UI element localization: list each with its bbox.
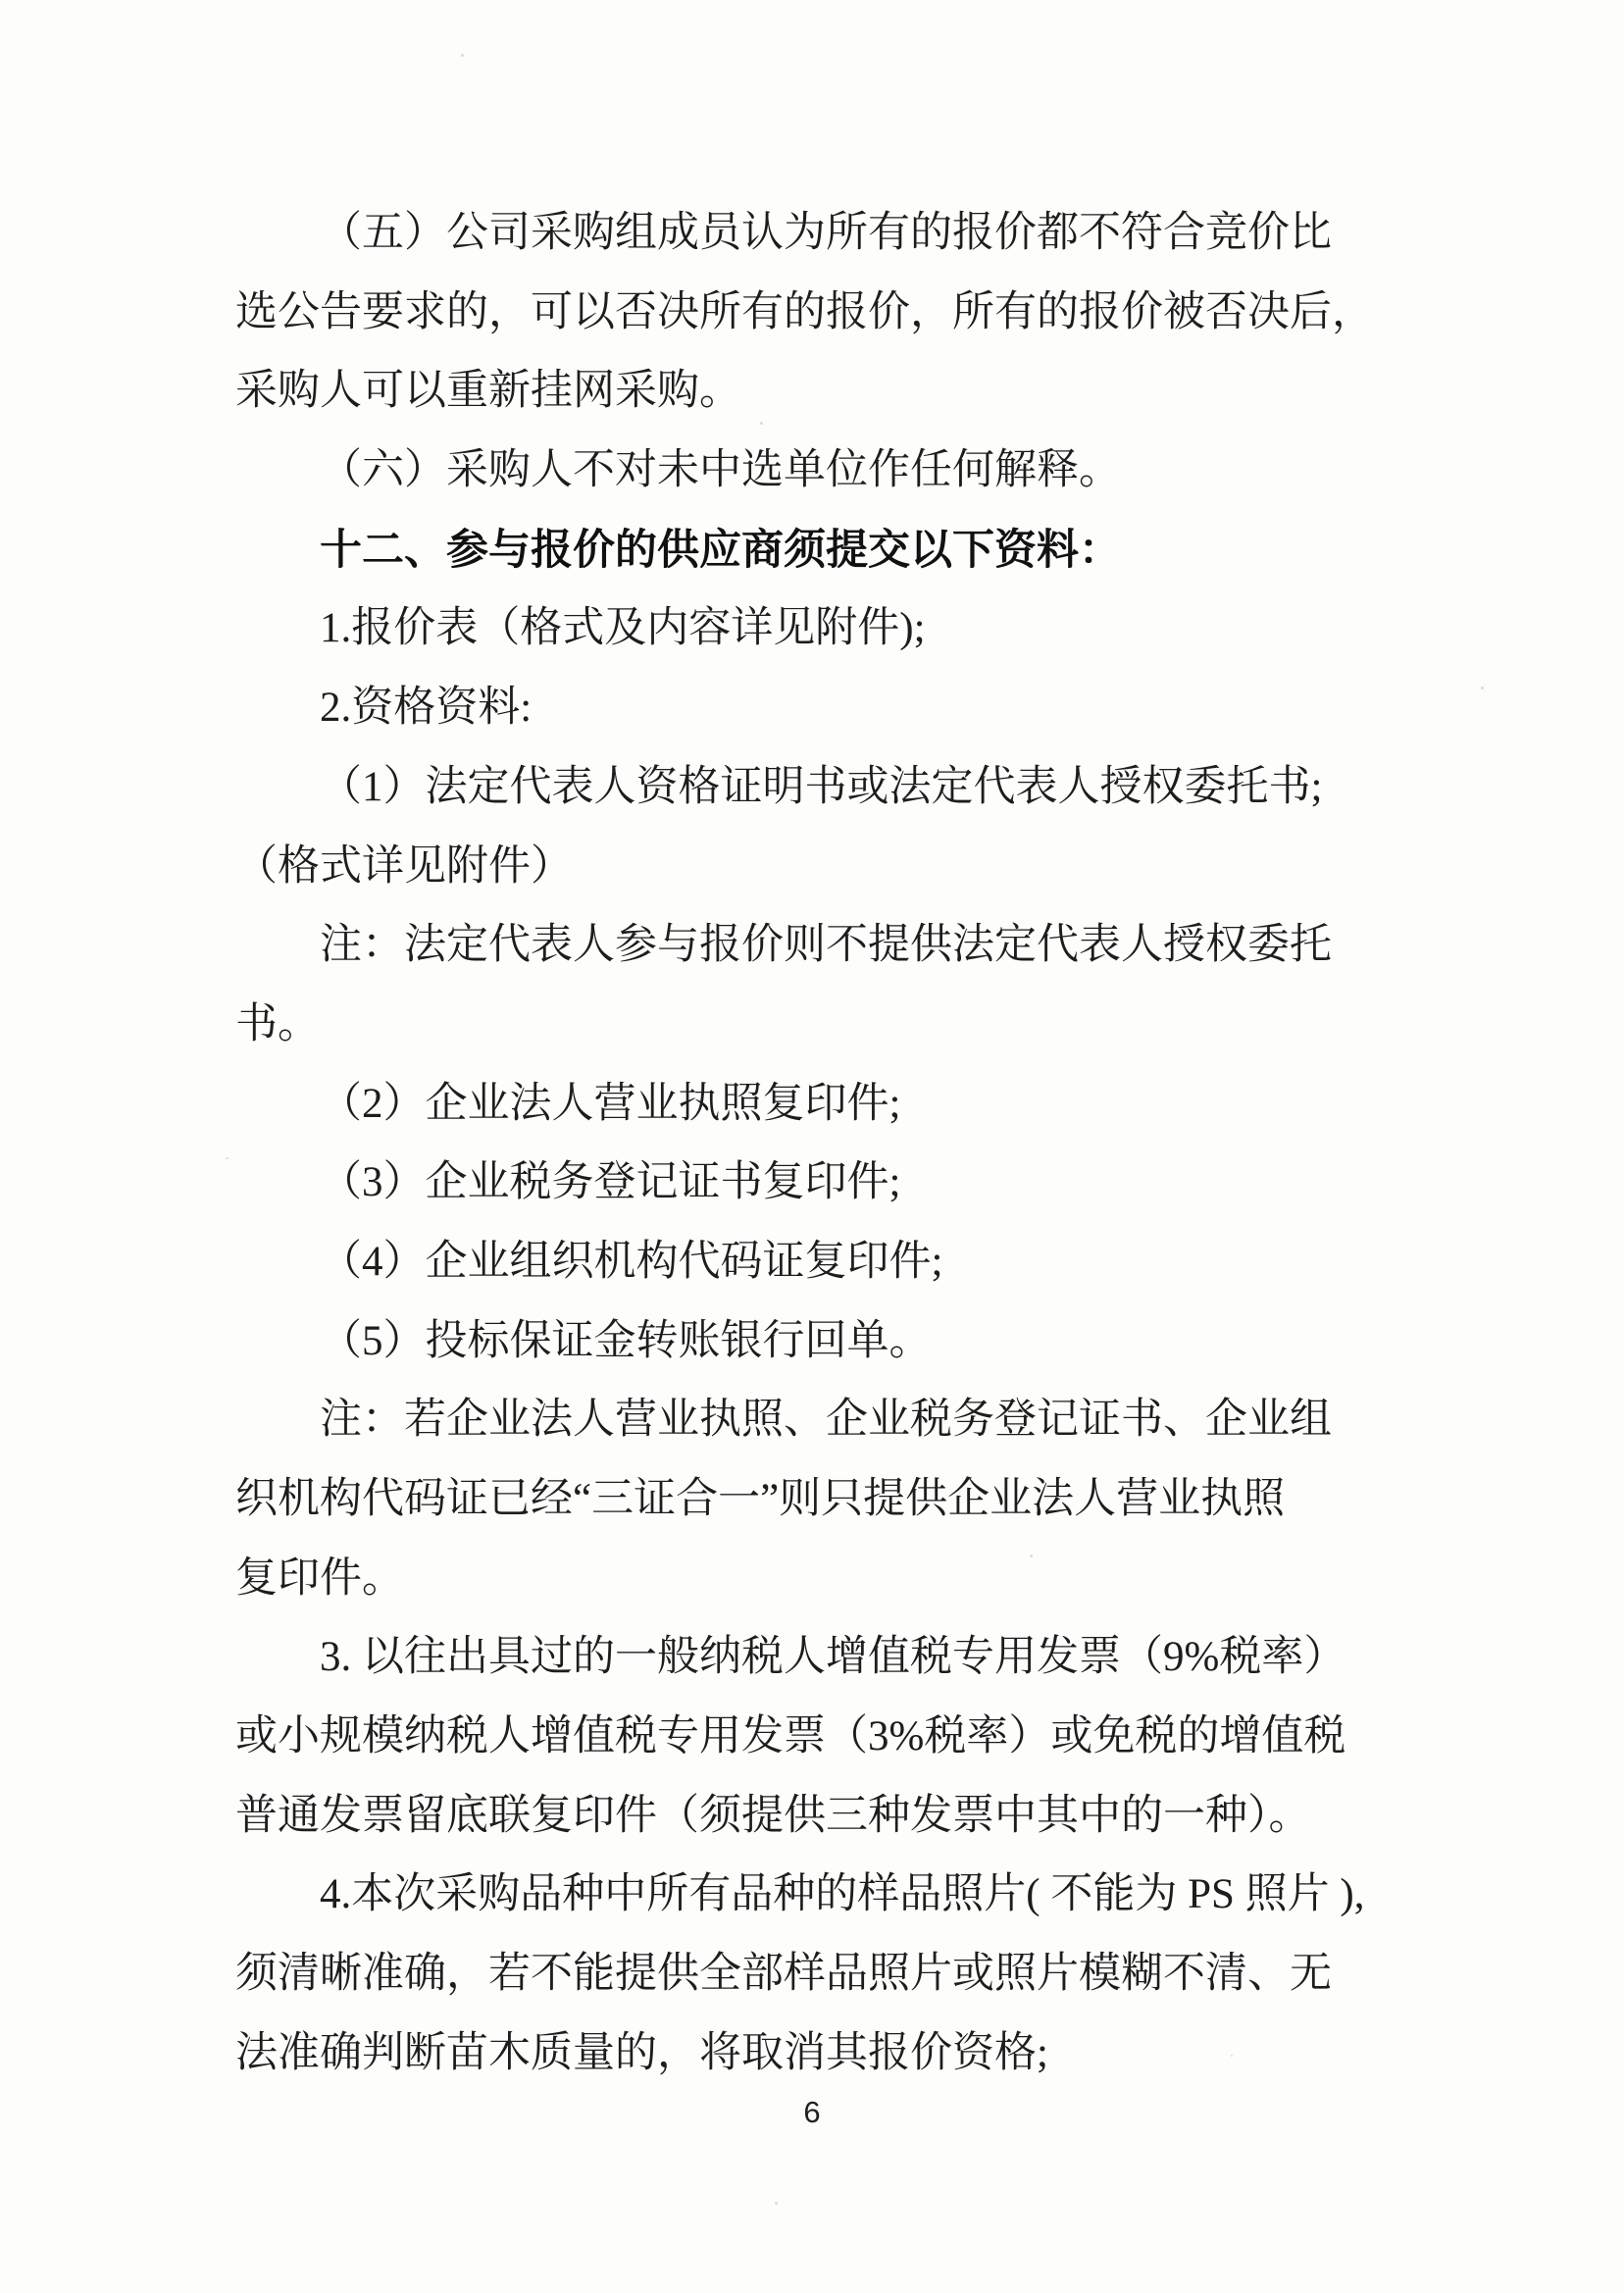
text-line: （五）公司采购组成员认为所有的报价都不符合竞价比: [320, 210, 1332, 256]
section-heading-line: 十二、参与报价的供应商须提交以下资料：: [320, 526, 1121, 574]
list-item-line: （4）企业组织机构代码证复印件;: [320, 1238, 943, 1285]
scan-speckle: [461, 54, 464, 57]
text-line: 须清晰准确，若不能提供全部样品照片或照片模糊不清、无: [235, 1951, 1332, 1998]
list-item-line: （3）企业税务登记证书复印件;: [320, 1159, 901, 1206]
scan-speckle: [775, 2202, 778, 2205]
scan-speckle: [1481, 687, 1484, 689]
list-item-line: （1）法定代表人资格证明书或法定代表人授权委托书;: [320, 763, 1323, 810]
document-text-block: [235, 194, 1402, 2094]
text-line: 采购人可以重新挂网采购。: [235, 368, 741, 415]
text-line: 复印件。: [235, 1554, 404, 1602]
list-item-line: （2）企业法人营业执照复印件;: [320, 1080, 901, 1127]
list-item-line: （5）投标保证金转账银行回单。: [320, 1317, 932, 1364]
text-line: 法准确判断苗木质量的，将取消其报价资格;: [235, 2029, 1048, 2076]
note-line: 注：法定代表人参与报价则不提供法定代表人授权委托: [320, 922, 1332, 969]
text-line: （六）采购人不对未中选单位作任何解释。: [320, 447, 1121, 494]
text-line: 书。: [235, 1000, 320, 1047]
list-item-line: 1.报价表（格式及内容详见附件);: [320, 605, 926, 652]
list-item-line: 2.资格资料:: [320, 685, 533, 732]
list-item-line: 3. 以往出具过的一般纳税人增值税专用发票（9%税率）: [320, 1634, 1346, 1681]
text-line: 选公告要求的，可以否决所有的报价，所有的报价被否决后，: [235, 288, 1374, 335]
list-item-line: 4.本次采购品种中所有品种的样品照片( 不能为 PS 照片 ),: [320, 1871, 1365, 1918]
page-number: 6: [803, 2095, 821, 2129]
text-line: 普通发票留底联复印件（须提供三种发票中其中的一种）。: [235, 1792, 1311, 1839]
text-line: 或小规模纳税人增值税专用发票（3%税率）或免税的增值税: [235, 1713, 1346, 1760]
scan-speckle: [226, 1157, 228, 1159]
note-line: 注：若企业法人营业执照、企业税务登记证书、企业组: [320, 1397, 1332, 1444]
text-line: （格式详见附件）: [235, 842, 573, 890]
text-line: 织机构代码证已经“三证合一”则只提供企业法人营业执照: [235, 1476, 1286, 1522]
